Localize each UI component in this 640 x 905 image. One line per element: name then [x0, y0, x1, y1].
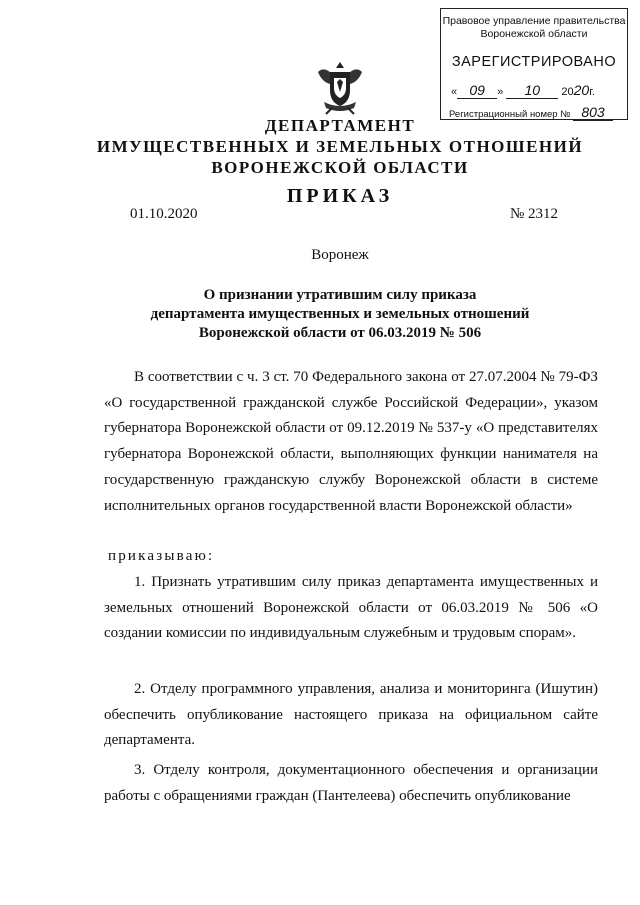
subject-line3: Воронежской области от 06.03.2019 № 506: [198, 325, 482, 341]
stamp-org-line2: Воронежской области: [480, 28, 588, 40]
stamp-reg-label: Регистрационный номер №: [449, 109, 571, 120]
document-number: № 2312: [510, 206, 559, 222]
stamp-month: 10: [506, 82, 558, 99]
preamble-paragraph: В соответствии с ч. 3 ст. 70 Федерального закона от 27.07.2004 № 79-ФЗ «О государственной гражданской службе Российской Федерации», указом губернатора Воронежской области от 09.12.2019 № 537-у «О представителях губернатора Воронежской области, выполняющих функции нанимателя на государственную гражданскую службу Воронежской области в системе исполнительных органов государственной власти Воронежской области»: [104, 369, 598, 514]
document-subject: [0, 286, 640, 343]
coat-of-arms-icon: [310, 58, 370, 116]
stamp-year-prefix: 20: [561, 86, 574, 98]
document-type: ПРИКАЗ: [286, 185, 394, 207]
department-line1: ДЕПАРТАМЕНТ: [264, 116, 416, 135]
department-line3: ВОРОНЕЖСКОЙ ОБЛАСТИ: [211, 158, 469, 177]
stamp-date: « 09 » 10 2020г.: [451, 82, 595, 98]
stamp-org-line1: Правовое управление правительства: [442, 15, 626, 27]
stamp-registered: ЗАРЕГИСТРИРОВАНО: [451, 54, 617, 70]
stamp-day: 09: [457, 82, 497, 99]
stamp-reg-number: 803: [573, 104, 613, 121]
department-line2: ИМУЩЕСТВЕННЫХ И ЗЕМЕЛЬНЫХ ОТНОШЕНИЙ: [96, 137, 584, 156]
item-2: 2. Отделу программного управления, анализа и мониторинга (Ишутин) обеспечить опубликование настоящего приказа на официальном сайте департамента.: [104, 681, 598, 749]
stamp-year-suffix: 20: [573, 82, 590, 98]
document-date: 01.10.2020: [130, 206, 198, 222]
order-word: приказываю:: [108, 548, 215, 564]
document-city: Воронеж: [311, 247, 369, 263]
item-3: 3. Отделу контроля, документационного обеспечения и организации работы с обращениями граждан (Пантелеева) обеспечить опубликование: [104, 762, 598, 804]
item-1: 1. Признать утратившим силу приказ департамента имущественных и земельных отношений Воронежской области от 06.03.2019 № 506 «О создании комиссии по индивидуальным служебным и трудовым спорам».: [104, 574, 598, 642]
subject-line1: О признании утратившим силу приказа: [203, 287, 477, 303]
subject-line2: департамента имущественных и земельных отношений: [150, 306, 530, 322]
registration-stamp: [440, 8, 628, 120]
